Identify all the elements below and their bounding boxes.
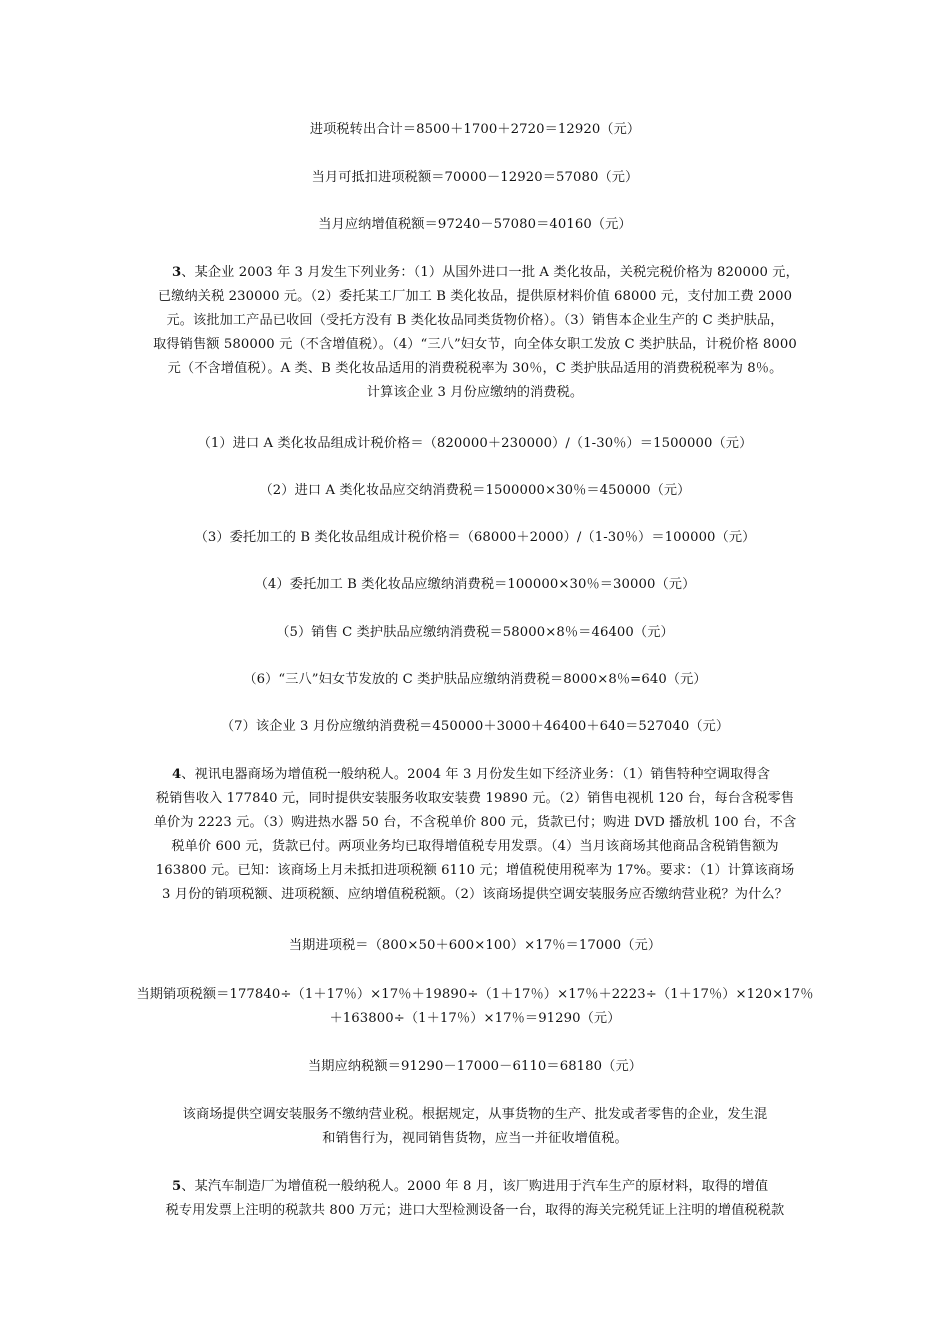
question-5-line-1 bbox=[172, 1175, 812, 1199]
text-line: 当月可抵扣进项税额＝70000－12920＝57080（元） bbox=[311, 170, 639, 185]
text-line: （1）进口 A 类化妆品组成计税价格＝（820000＋230000）/（1-30％）＝1500000（元） bbox=[197, 436, 753, 451]
text-line: 当期应纳税额＝91290－17000－6110＝68180（元） bbox=[307, 1059, 643, 1074]
text-line: 元。该批加工产品已收回（受托方没有 B 类化妆品同类货物价格）。（3）销售本企业生产的 C 类护肤品， bbox=[166, 313, 784, 328]
text-line: 该商场提供空调安装服务不缴纳营业税。根据规定，从事货物的生产、批发或者零售的企业，发生混 bbox=[182, 1107, 768, 1122]
text-line: （4）委托加工 B 类化妆品应缴纳消费税＝100000×30％＝30000（元） bbox=[254, 577, 696, 592]
text-line: 税专用发票上注明的税款共 800 万元；进口大型检测设备一台，取得的海关完税凭证上注明的增值税税款 bbox=[165, 1203, 785, 1218]
text-line: 当期进项税＝（800×50＋600×100）×17％＝17000（元） bbox=[288, 938, 662, 953]
text-line: 已缴纳关税 230000 元。（2）委托某工厂加工 B 类化妆品，提供原材料价值 68000 元，支付加工费 2000 bbox=[157, 289, 793, 304]
text-line: 当期销项税额＝177840÷（1＋17％）×17％＋19890÷（1＋17％）×17％＋2223÷（1＋17％）×120×17％ bbox=[136, 987, 814, 1002]
text-line: 元（不含增值税）。A 类、B 类化妆品适用的消费税税率为 30％，C 类护肤品适用的消费税税率为 8％。 bbox=[167, 361, 783, 376]
text-line: （2）进口 A 类化妆品应交纳消费税＝1500000×30％＝450000（元） bbox=[259, 483, 691, 498]
text-line: （5）销售 C 类护肤品应缴纳消费税＝58000×8％＝46400（元） bbox=[276, 625, 674, 640]
question-text: 、某企业 2003 年 3 月发生下列业务：（1）从国外进口一批 A 类化妆品，关税完税价格为 820000 元， bbox=[181, 265, 799, 280]
text-line: 取得销售额 580000 元（不含增值税）。（4）“三八”妇女节，向全体女职工发放 C 类护肤品，计税价格 8000 bbox=[153, 337, 797, 352]
question-number: 5 bbox=[172, 1179, 182, 1194]
question-number: 3 bbox=[172, 265, 182, 280]
text-line: ＋163800÷（1＋17％）×17％＝91290（元） bbox=[329, 1011, 621, 1026]
question-4-line-1 bbox=[172, 763, 812, 787]
question-text: 、某汽车制造厂为增值税一般纳税人。2000 年 8 月，该厂购进用于汽车生产的原材料，取得的增值 bbox=[181, 1179, 769, 1194]
question-number: 4 bbox=[172, 767, 182, 782]
text-line: 进项税转出合计＝8500＋1700＋2720＝12920（元） bbox=[309, 122, 641, 137]
question-text: 、视讯电器商场为增值税一般纳税人。2004 年 3 月份发生如下经济业务：（1）销售特种空调取得含 bbox=[181, 767, 770, 782]
question-3-line-1 bbox=[172, 261, 812, 285]
text-line: （6）“三八”妇女节发放的 C 类护肤品应缴纳消费税＝8000×8％=640（元） bbox=[243, 672, 707, 687]
text-line: 税单价 600 元，货款已付。两项业务均已取得增值税专用发票。（4）当月该商场其他商品含税销售额为 bbox=[171, 839, 779, 854]
text-line: （7）该企业 3 月份应缴纳消费税＝450000＋3000＋46400＋640＝527040（元） bbox=[220, 719, 730, 734]
text-line: 3 月份的销项税额、进项税额、应纳增值税税额。（2）该商场提供空调安装服务应否缴纳营业税？为什么？ bbox=[162, 887, 788, 902]
text-line: 单价为 2223 元。（3）购进热水器 50 台，不含税单价 800 元，货款已付；购进 DVD 播放机 100 台，不含 bbox=[153, 815, 797, 830]
text-line: 税销售收入 177840 元，同时提供安装服务收取安装费 19890 元。（2）销售电视机 120 台，每台含税零售 bbox=[155, 791, 795, 806]
text-line: 163800 元。已知：该商场上月未抵扣进项税额 6110 元；增值税使用税率为 17%。要求：（1）计算该商场 bbox=[155, 863, 795, 878]
text-line: 和销售行为，视同销售货物，应当一并征收增值税。 bbox=[322, 1131, 628, 1146]
text-line: 当月应纳增值税额＝97240－57080＝40160（元） bbox=[318, 217, 632, 232]
text-line: 计算该企业 3 月份应缴纳的消费税。 bbox=[366, 385, 584, 400]
text-line: （3）委托加工的 B 类化妆品组成计税价格＝（68000＋2000）/（1-30％）＝100000（元） bbox=[194, 530, 756, 545]
